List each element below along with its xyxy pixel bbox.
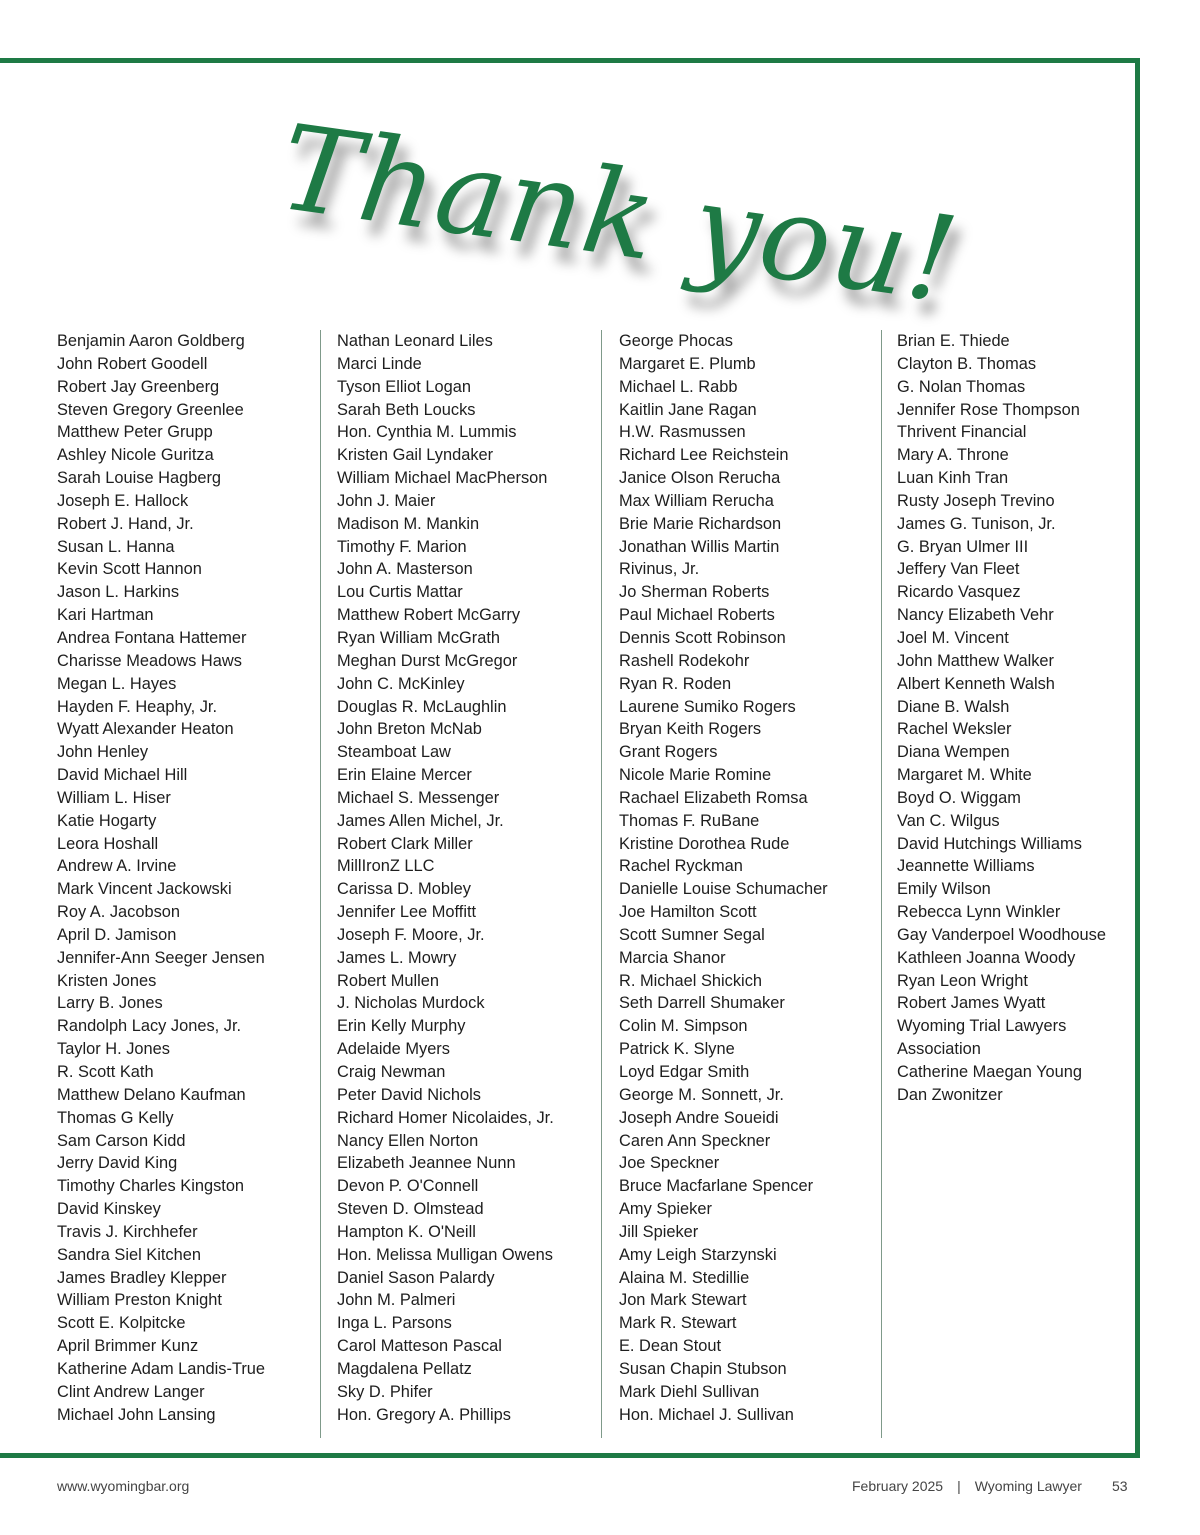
list-item: Craig Newman	[337, 1063, 446, 1081]
names-column-2	[337, 330, 554, 1427]
list-item: George M. Sonnett, Jr.	[619, 1085, 784, 1104]
list-item: Jennifer Rose Thompson	[897, 400, 1080, 419]
list-item: Ryan William McGrath	[337, 628, 501, 647]
list-item: Robert Jay Greenberg	[57, 377, 220, 396]
list-item: Clint Andrew Langer	[57, 1382, 205, 1401]
list-item: Nancy Ellen Norton	[337, 1131, 479, 1150]
list-item: Carol Matteson Pascal	[337, 1337, 502, 1356]
list-item: Rachel Ryckman	[619, 857, 743, 876]
list-item: Brian E. Thiede	[897, 332, 1010, 350]
list-item: Marcia Shanor	[619, 948, 726, 967]
list-item: Hayden F. Heaphy, Jr.	[57, 697, 218, 716]
list-item: E. Dean Stout	[619, 1337, 722, 1356]
list-item: Brie Marie Richardson	[619, 514, 782, 533]
list-item: Roy A. Jacobson	[57, 903, 181, 922]
list-item: Larry B. Jones	[57, 994, 163, 1013]
list-item: Robert Mullen	[337, 971, 440, 990]
list-item: Boyd O. Wiggam	[897, 788, 1021, 807]
list-item: Kevin Scott Hannon	[57, 560, 202, 579]
list-item: Carissa D. Mobley	[337, 880, 471, 899]
list-item: Sam Carson Kidd	[57, 1131, 186, 1150]
list-item: Sarah Beth Loucks	[337, 400, 476, 419]
list-item: Kari Hartman	[57, 606, 154, 625]
list-item: Kristen Jones	[57, 971, 157, 990]
list-item: Ashley Nicole Guritza	[57, 446, 214, 465]
list-item: Scott Sumner Segal	[619, 925, 765, 944]
list-item: Nathan Leonard Liles	[337, 332, 493, 350]
list-item: Rachael Elizabeth Romsa	[619, 788, 808, 807]
list-item: R. Michael Shickich	[619, 971, 763, 990]
list-item: Ricardo Vasquez	[897, 583, 1021, 602]
page-number: 53	[1111, 1478, 1128, 1494]
list-item: Sandra Siel Kitchen	[57, 1245, 201, 1264]
footer-website: www.wyomingbar.org	[57, 1478, 190, 1494]
list-item: Jonathan Willis Martin	[619, 537, 780, 556]
list-item: Lou Curtis Mattar	[337, 583, 463, 602]
list-item: Dan Zwonitzer	[897, 1085, 1003, 1104]
list-item: G. Bryan Ulmer III	[897, 537, 1029, 556]
list-item: Nancy Elizabeth Vehr	[897, 606, 1054, 625]
list-item: Susan Chapin Stubson	[619, 1359, 787, 1378]
list-item: Joseph E. Hallock	[57, 491, 189, 510]
donor-list	[0, 330, 1200, 1440]
list-item: Michael S. Messenger	[337, 788, 500, 807]
list-item: Douglas R. McLaughlin	[337, 697, 507, 716]
names-column-4	[897, 330, 1106, 1107]
list-item: Thomas F. RuBane	[619, 811, 760, 830]
list-item: Association	[897, 1040, 981, 1059]
list-item: William L. Hiser	[57, 788, 171, 807]
list-item: Devon P. O'Connell	[337, 1177, 479, 1196]
list-item: Grant Rogers	[619, 743, 718, 762]
list-item: Wyoming Trial Lawyers	[897, 1017, 1067, 1036]
list-item: James Allen Michel, Jr.	[337, 811, 504, 830]
list-item: Michael L. Rabb	[619, 377, 738, 396]
footer-separator: |	[957, 1478, 961, 1494]
list-item: Clayton B. Thomas	[897, 354, 1037, 373]
list-item: Tyson Elliot Logan	[337, 377, 471, 396]
list-item: Van C. Wilgus	[897, 811, 1000, 830]
list-item: John M. Palmeri	[337, 1291, 456, 1310]
list-item: Megan L. Hayes	[57, 674, 177, 693]
list-item: Amy Spieker	[619, 1200, 712, 1219]
list-item: Ryan Leon Wright	[897, 971, 1028, 990]
list-item: William Preston Knight	[57, 1291, 222, 1310]
list-item: Emily Wilson	[897, 880, 991, 899]
list-item: Michael John Lansing	[57, 1405, 216, 1424]
list-item: Catherine Maegan Young	[897, 1063, 1083, 1081]
title-area	[272, 88, 966, 330]
list-item: Hon. Michael J. Sullivan	[619, 1405, 794, 1424]
footer-issue: February 2025	[852, 1478, 944, 1494]
list-item: Kaitlin Jane Ragan	[619, 400, 757, 419]
footer-publication: Wyoming Lawyer	[974, 1478, 1082, 1494]
list-item: Colin M. Simpson	[619, 1017, 748, 1036]
list-item: Taylor H. Jones	[57, 1040, 170, 1059]
list-item: Joe Hamilton Scott	[619, 903, 757, 922]
list-item: April Brimmer Kunz	[57, 1337, 199, 1356]
list-item: John Matthew Walker	[897, 651, 1054, 670]
list-item: Erin Elaine Mercer	[337, 766, 472, 785]
list-item: Randolph Lacy Jones, Jr.	[57, 1017, 242, 1036]
list-item: John J. Maier	[337, 491, 436, 510]
list-item: Janice Olson Rerucha	[619, 469, 781, 488]
list-item: Rivinus, Jr.	[619, 560, 700, 579]
list-item: Richard Homer Nicolaides, Jr.	[337, 1108, 554, 1127]
list-item: Marci Linde	[337, 354, 422, 373]
list-item: G. Nolan Thomas	[897, 377, 1026, 396]
list-item: William Michael MacPherson	[337, 469, 548, 488]
list-item: Peter David Nichols	[337, 1085, 481, 1104]
list-item: Mark R. Stewart	[619, 1314, 737, 1333]
footer-info	[852, 1478, 1128, 1494]
list-item: Jason L. Harkins	[57, 583, 180, 602]
list-item: Susan L. Hanna	[57, 537, 175, 556]
list-item: Steven D. Olmstead	[337, 1200, 484, 1219]
list-item: Alaina M. Stedillie	[619, 1268, 750, 1287]
list-item: Meghan Durst McGregor	[337, 651, 518, 670]
list-item: Steven Gregory Greenlee	[57, 400, 244, 419]
list-item: Seth Darrell Shumaker	[619, 994, 785, 1013]
list-item: John Breton McNab	[337, 720, 482, 739]
list-item: Mary A. Throne	[897, 446, 1009, 465]
list-item: Magdalena Pellatz	[337, 1359, 472, 1378]
list-item: Timothy F. Marion	[337, 537, 467, 556]
list-item: R. Scott Kath	[57, 1063, 154, 1081]
list-item: Leora Hoshall	[57, 834, 159, 853]
names-column-1	[57, 330, 265, 1427]
list-item: Sarah Louise Hagberg	[57, 469, 222, 488]
list-item: Matthew Delano Kaufman	[57, 1085, 246, 1104]
list-item: H.W. Rasmussen	[619, 423, 746, 442]
list-item: Adelaide Myers	[337, 1040, 450, 1059]
list-item: Jeffery Van Fleet	[897, 560, 1020, 579]
list-item: Robert James Wyatt	[897, 994, 1046, 1013]
list-item: Nicole Marie Romine	[619, 766, 772, 785]
list-item: Timothy Charles Kingston	[57, 1177, 245, 1196]
list-item: Loyd Edgar Smith	[619, 1063, 750, 1081]
list-item: Jon Mark Stewart	[619, 1291, 747, 1310]
names-column-3	[619, 330, 828, 1427]
list-item: John C. McKinley	[337, 674, 465, 693]
list-item: Jerry David King	[57, 1154, 178, 1173]
list-item: Elizabeth Jeannee Nunn	[337, 1154, 516, 1173]
list-item: Andrew A. Irvine	[57, 857, 177, 876]
list-item: John Robert Goodell	[57, 354, 208, 373]
list-item: April D. Jamison	[57, 925, 177, 944]
list-item: Albert Kenneth Walsh	[897, 674, 1055, 693]
list-item: James L. Mowry	[337, 948, 457, 967]
list-item: Joseph F. Moore, Jr.	[337, 925, 485, 944]
list-item: Patrick K. Slyne	[619, 1040, 735, 1059]
list-item: Kathleen Joanna Woody	[897, 948, 1076, 967]
list-item: Jo Sherman Roberts	[619, 583, 770, 602]
list-item: Jennifer-Ann Seeger Jensen	[57, 948, 265, 967]
list-item: Robert J. Hand, Jr.	[57, 514, 194, 533]
list-item: Joel M. Vincent	[897, 628, 1009, 647]
list-item: John A. Masterson	[337, 560, 473, 579]
list-item: Madison M. Mankin	[337, 514, 480, 533]
list-item: Hampton K. O'Neill	[337, 1222, 476, 1241]
list-item: Wyatt Alexander Heaton	[57, 720, 234, 739]
list-item: Inga L. Parsons	[337, 1314, 452, 1333]
list-item: Mark Vincent Jackowski	[57, 880, 232, 899]
list-item: Thomas G Kelly	[57, 1108, 174, 1127]
list-item: Rachel Weksler	[897, 720, 1012, 739]
list-item: Amy Leigh Starzynski	[619, 1245, 777, 1264]
list-item: Paul Michael Roberts	[619, 606, 775, 625]
list-item: Jeannette Williams	[897, 857, 1035, 876]
list-item: Rashell Rodekohr	[619, 651, 750, 670]
column-divider	[881, 330, 882, 1438]
list-item: Max William Rerucha	[619, 491, 774, 510]
list-item: Laurene Sumiko Rogers	[619, 697, 796, 716]
list-item: Hon. Gregory A. Phillips	[337, 1405, 511, 1424]
list-item: Rusty Joseph Trevino	[897, 491, 1055, 510]
list-item: David Kinskey	[57, 1200, 161, 1219]
list-item: Travis J. Kirchhefer	[57, 1222, 198, 1241]
column-divider	[601, 330, 602, 1438]
list-item: Diana Wempen	[897, 743, 1010, 762]
list-item: Hon. Melissa Mulligan Owens	[337, 1245, 553, 1264]
list-item: Bryan Keith Rogers	[619, 720, 762, 739]
list-item: Richard Lee Reichstein	[619, 446, 789, 465]
list-item: Margaret E. Plumb	[619, 354, 756, 373]
list-item: Katherine Adam Landis-True	[57, 1359, 266, 1378]
list-item: Thrivent Financial	[897, 423, 1027, 442]
list-item: Kristen Gail Lyndaker	[337, 446, 494, 465]
list-item: Joe Speckner	[619, 1154, 720, 1173]
list-item: James Bradley Klepper	[57, 1268, 227, 1287]
list-item: Daniel Sason Palardy	[337, 1268, 495, 1287]
list-item: Rebecca Lynn Winkler	[897, 903, 1061, 922]
list-item: Katie Hogarty	[57, 811, 157, 830]
list-item: Jill Spieker	[619, 1222, 699, 1241]
list-item: Sky D. Phifer	[337, 1382, 433, 1401]
list-item: MillIronZ LLC	[337, 857, 435, 876]
list-item: Margaret M. White	[897, 766, 1032, 785]
page-title: Thank you!	[272, 98, 966, 330]
list-item: Luan Kinh Tran	[897, 469, 1009, 488]
list-item: Danielle Louise Schumacher	[619, 880, 828, 899]
list-item: Hon. Cynthia M. Lummis	[337, 423, 517, 442]
list-item: Steamboat Law	[337, 743, 451, 762]
list-item: Benjamin Aaron Goldberg	[57, 332, 245, 350]
list-item: Dennis Scott Robinson	[619, 628, 786, 647]
list-item: Kristine Dorothea Rude	[619, 834, 790, 853]
list-item: Matthew Robert McGarry	[337, 606, 521, 625]
list-item: Caren Ann Speckner	[619, 1131, 771, 1150]
list-item: David Hutchings Williams	[897, 834, 1082, 853]
list-item: Ryan R. Roden	[619, 674, 732, 693]
list-item: Joseph Andre Soueidi	[619, 1108, 779, 1127]
list-item: Jennifer Lee Moffitt	[337, 903, 477, 922]
list-item: Diane B. Walsh	[897, 697, 1010, 716]
list-item: David Michael Hill	[57, 766, 188, 785]
list-item: J. Nicholas Murdock	[337, 994, 485, 1013]
column-divider	[320, 330, 321, 1438]
list-item: Bruce Macfarlane Spencer	[619, 1177, 814, 1196]
list-item: George Phocas	[619, 332, 733, 350]
list-item: Erin Kelly Murphy	[337, 1017, 466, 1036]
list-item: Gay Vanderpoel Woodhouse	[897, 925, 1106, 944]
list-item: Mark Diehl Sullivan	[619, 1382, 760, 1401]
list-item: James G. Tunison, Jr.	[897, 514, 1056, 533]
list-item: Scott E. Kolpitcke	[57, 1314, 186, 1333]
list-item: Charisse Meadows Haws	[57, 651, 242, 670]
list-item: John Henley	[57, 743, 149, 762]
list-item: Robert Clark Miller	[337, 834, 473, 853]
list-item: Matthew Peter Grupp	[57, 423, 213, 442]
list-item: Andrea Fontana Hattemer	[57, 628, 247, 647]
